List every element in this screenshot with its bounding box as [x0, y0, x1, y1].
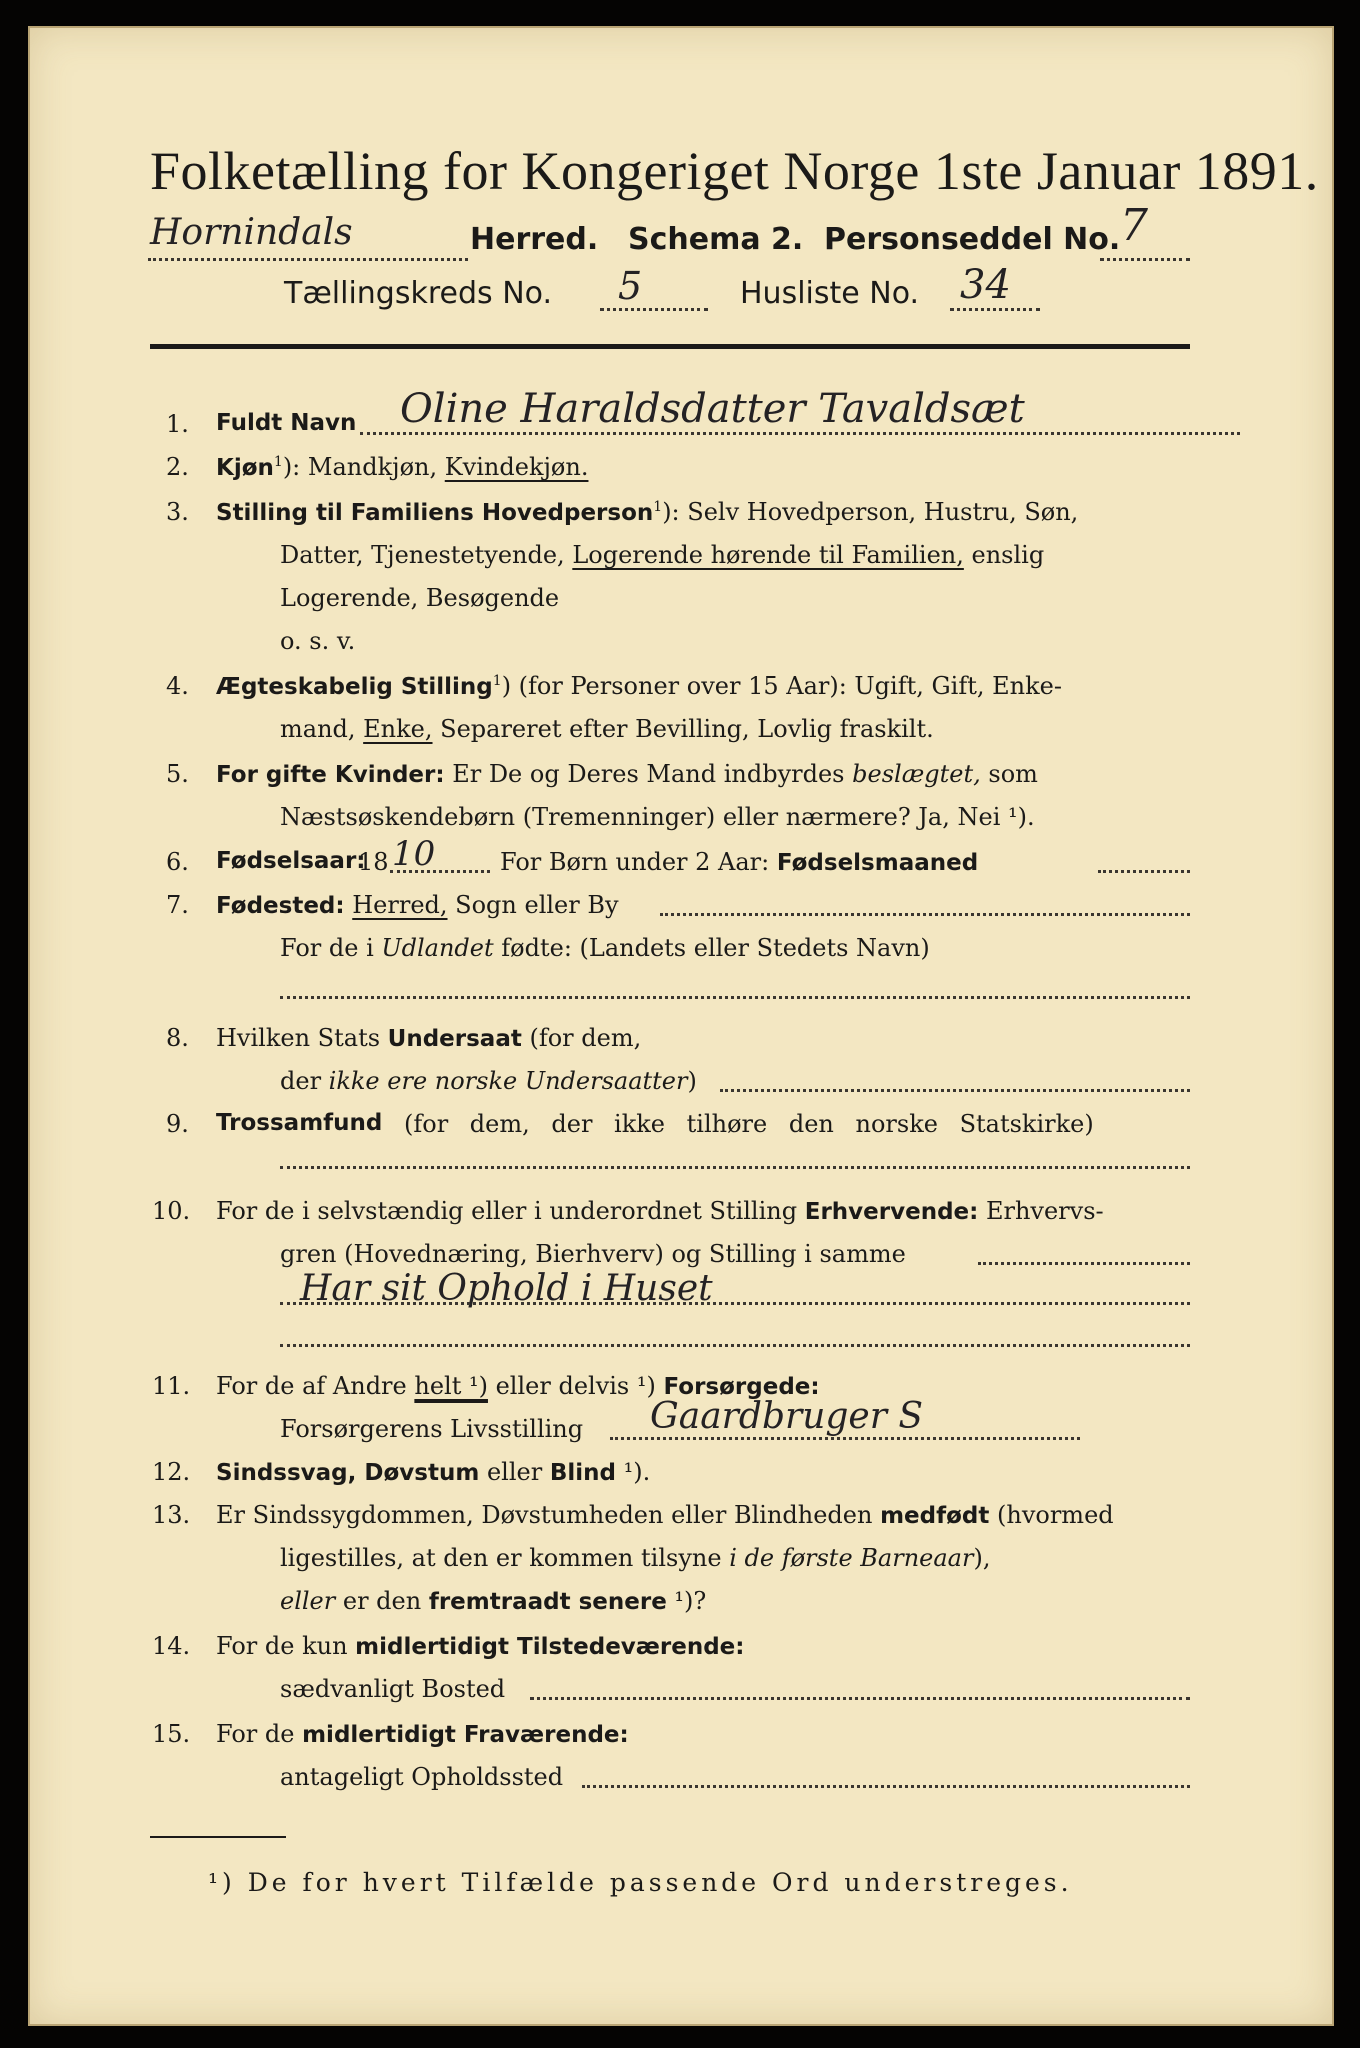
item-number-5: 5.: [166, 760, 189, 788]
taellingskreds-value: 5: [618, 264, 643, 308]
q4-line2: [280, 715, 934, 743]
q7-line2: [280, 934, 930, 962]
q2-underlined: Kvindekjøn.: [444, 453, 589, 481]
q12-label2: Blind: [549, 1460, 616, 1486]
taellingskreds-dotted-line: [600, 308, 708, 311]
q12-end: ¹).: [615, 1458, 651, 1486]
q10-line1-b: Erhvervs-: [978, 1197, 1104, 1225]
q11-dotted-line: [610, 1437, 1080, 1440]
herred-handwritten: Hornindals: [150, 212, 353, 253]
q2-rest: ): Mandkjøn,: [282, 453, 445, 481]
q8-line2-italic: ikke ere norske Undersaatter: [328, 1067, 688, 1095]
q3-line2: [280, 541, 1044, 569]
q7-line2-b: fødte: (Landets eller Stedets Navn): [493, 934, 930, 962]
q5-line2: Næstsøskendebørn (Tremenninger) eller nærmere? Ja, Nei ¹).: [280, 803, 1035, 831]
q8-line1-b: (for dem,: [521, 1024, 642, 1052]
q4-line2-underlined: Enke,: [363, 715, 433, 743]
q8-line2: [280, 1067, 697, 1095]
q6-label: Fødselsaar:: [216, 848, 366, 874]
q5-line1-end: som: [980, 760, 1038, 788]
item-number-8: 8.: [166, 1024, 189, 1052]
q12-rest: eller: [479, 1458, 550, 1486]
q6-month-dotted-line: [1098, 870, 1190, 873]
q6-year-prefix: 18: [358, 848, 389, 876]
q8-line1-bold: Undersaat: [387, 1026, 522, 1052]
q7-underlined: Herred,: [352, 891, 448, 919]
footnote-rule: [150, 1836, 286, 1838]
q11-line1-a: For de af Andre: [216, 1372, 415, 1400]
header-rule: [150, 344, 1190, 349]
q13-line1-a: Er Sindssygdommen, Døvstumheden eller Blindheden: [216, 1501, 881, 1529]
item-number-13: 13.: [152, 1501, 191, 1529]
q10-occupation-answer: Har sit Ophold i Huset: [300, 1268, 713, 1309]
q1-label: Fuldt Navn: [216, 410, 357, 436]
q13-line2-b: ),: [973, 1544, 991, 1572]
personseddel-value: 7: [1120, 200, 1148, 251]
q3-footnote-mark: 1: [653, 499, 663, 515]
footnote-text: ¹) De for hvert Tilfælde passende Ord understreges.: [208, 1868, 1073, 1897]
item-number-14: 14.: [152, 1632, 191, 1660]
q13-line2: [280, 1544, 990, 1572]
q14-line2: sædvanligt Bosted: [280, 1675, 506, 1703]
q15-line1-a: For de: [216, 1720, 303, 1748]
q5-italic-word: beslægtet,: [852, 760, 981, 788]
q6-rest-text: For Børn under 2 Aar:: [500, 848, 777, 876]
q13-line2-italic: i de første Barneaar: [729, 1544, 974, 1572]
q13-line1-bold: medfødt: [880, 1503, 990, 1529]
q10-line1: [216, 1197, 1104, 1225]
q14-dotted-line: [530, 1697, 1190, 1700]
q4-line2-b: Separeret efter Bevilling, Lovlig fraskilt.: [432, 715, 934, 743]
q13-line3-bold: fremtraadt senere: [428, 1589, 667, 1615]
q5-line1: [216, 760, 1038, 788]
q11-line2: Forsørgerens Livsstilling: [280, 1415, 584, 1443]
item-number-2: 2.: [166, 453, 189, 481]
q9-rest: (for dem, der ikke tilhøre den norske Statskirke): [404, 1110, 1094, 1138]
q5-label: For gifte Kvinder:: [216, 762, 445, 788]
q5-line1-rest: Er De og Deres Mand indbyrdes: [444, 760, 853, 788]
q14-line1-a: For de kun: [216, 1632, 356, 1660]
q13-line2-a: ligestilles, at den er kommen tilsyne: [280, 1544, 730, 1572]
q10-line4-dotted-line: [280, 1344, 1190, 1347]
q15-line2: antageligt Opholdssted: [280, 1763, 564, 1791]
q14-line1: [216, 1632, 744, 1660]
q6-rest-bold: Fødselsmaaned: [776, 850, 979, 876]
q15-line1: [216, 1720, 629, 1748]
q13-line3-a: er den: [335, 1587, 429, 1615]
q3-line2-a: Datter, Tjenestetyende,: [280, 541, 573, 569]
q7-line2-a: For de i: [280, 934, 382, 962]
q8-line2-b: ): [687, 1067, 697, 1095]
item-number-3: 3.: [166, 498, 189, 526]
q3-line2-b: enslig: [963, 541, 1045, 569]
q6-birth-year-answer: 10: [392, 834, 436, 874]
q2-label: Kjøn: [216, 455, 274, 481]
q7-line1: [216, 891, 619, 919]
q8-line2-a: der: [280, 1067, 329, 1095]
q8-line1-a: Hvilken Stats: [216, 1024, 388, 1052]
q9-dotted-line: [280, 1166, 1190, 1169]
personseddel-dotted-line: [1100, 258, 1190, 261]
q3-line4: o. s. v.: [280, 627, 356, 655]
q11-line1-b: eller delvis ¹): [487, 1372, 664, 1400]
q4-footnote-mark: 1: [492, 673, 502, 689]
q2-line: [216, 453, 588, 481]
q11-line1-bold: Forsørgede:: [663, 1374, 820, 1400]
q7-line1-dotted-line: [660, 913, 1190, 916]
q10-line2-dotted-line: [978, 1262, 1190, 1265]
q1-full-name-answer: Oline Haraldsdatter Tavaldsæt: [400, 386, 1025, 432]
q10-line3-dotted-line: [280, 1302, 1190, 1305]
item-number-15: 15.: [152, 1720, 191, 1748]
q4-line1: [216, 672, 1062, 700]
q14-line1-bold: midlertidigt Tilstedeværende:: [355, 1634, 745, 1660]
q13-line3: [280, 1587, 706, 1615]
q9-label: Trossamfund: [216, 1110, 383, 1136]
schema-label: Schema 2.: [628, 222, 804, 257]
husliste-value: 34: [960, 262, 1011, 308]
q15-dotted-line: [582, 1785, 1190, 1788]
q10-line1-bold: Erhvervende:: [804, 1199, 979, 1225]
item-number-10: 10.: [152, 1197, 191, 1225]
q12-label: Sindssvag, Døvstum: [216, 1460, 480, 1486]
q3-line1: [216, 498, 1078, 526]
item-number-7: 7.: [166, 891, 189, 919]
q3-line1-rest: ): Selv Hovedperson, Hustru, Søn,: [662, 498, 1079, 526]
q7-line3-dotted-line: [280, 996, 1190, 999]
form-title: Folketælling for Kongeriget Norge 1ste Januar 1891.: [150, 141, 1319, 201]
q7-line2-italic: Udlandet: [381, 934, 494, 962]
q4-label: Ægteskabelig Stilling: [216, 674, 493, 700]
item-number-1: 1.: [166, 410, 189, 438]
q4-line2-a: mand,: [280, 715, 364, 743]
q3-label: Stilling til Familiens Hovedperson: [216, 500, 654, 526]
q10-line2: gren (Hovednæring, Bierhverv) og Stilling i samme: [280, 1240, 906, 1268]
q8-line1: [216, 1024, 641, 1052]
q2-footnote-mark: 1: [273, 454, 283, 470]
q15-line1-bold: midlertidigt Fraværende:: [302, 1722, 629, 1748]
herred-dotted-line: [148, 258, 468, 261]
q11-line1-underlined: helt ¹): [414, 1372, 488, 1400]
q6-rest: [500, 848, 978, 876]
personseddel-label: Personseddel No.: [824, 222, 1121, 257]
q13-line3-italic: eller: [280, 1587, 336, 1615]
q1-dotted-line: [360, 432, 1240, 435]
q10-line1-a: For de i selvstændig eller i underordnet Stilling: [216, 1197, 805, 1225]
q7-label: Fødested:: [216, 893, 345, 919]
q6-year-dotted-line: [390, 870, 490, 873]
husliste-dotted-line: [950, 308, 1040, 311]
husliste-label: Husliste No.: [740, 276, 920, 311]
q3-line2-underlined: Logerende hørende til Familien,: [572, 541, 964, 569]
q11-provider-answer: Gaardbruger S: [650, 1396, 924, 1437]
q3-line3: Logerende, Besøgende: [280, 584, 560, 612]
q13-line1: [216, 1501, 1114, 1529]
item-number-12: 12.: [152, 1458, 191, 1486]
q13-line3-b: ¹)?: [666, 1587, 707, 1615]
taellingskreds-label: Tællingskreds No.: [284, 276, 552, 311]
item-number-6: 6.: [166, 848, 189, 876]
item-number-11: 11.: [152, 1372, 191, 1400]
q12-line: [216, 1458, 650, 1486]
herred-label: Herred.: [470, 222, 599, 257]
q8-dotted-line: [720, 1089, 1190, 1092]
item-number-9: 9.: [166, 1110, 189, 1138]
q4-line1-rest: ) (for Personer over 15 Aar): Ugift, Gift, Enke-: [501, 672, 1062, 700]
q7-rest: Sogn eller By: [447, 891, 619, 919]
q13-line1-b: (hvormed: [989, 1501, 1114, 1529]
item-number-4: 4.: [166, 672, 189, 700]
